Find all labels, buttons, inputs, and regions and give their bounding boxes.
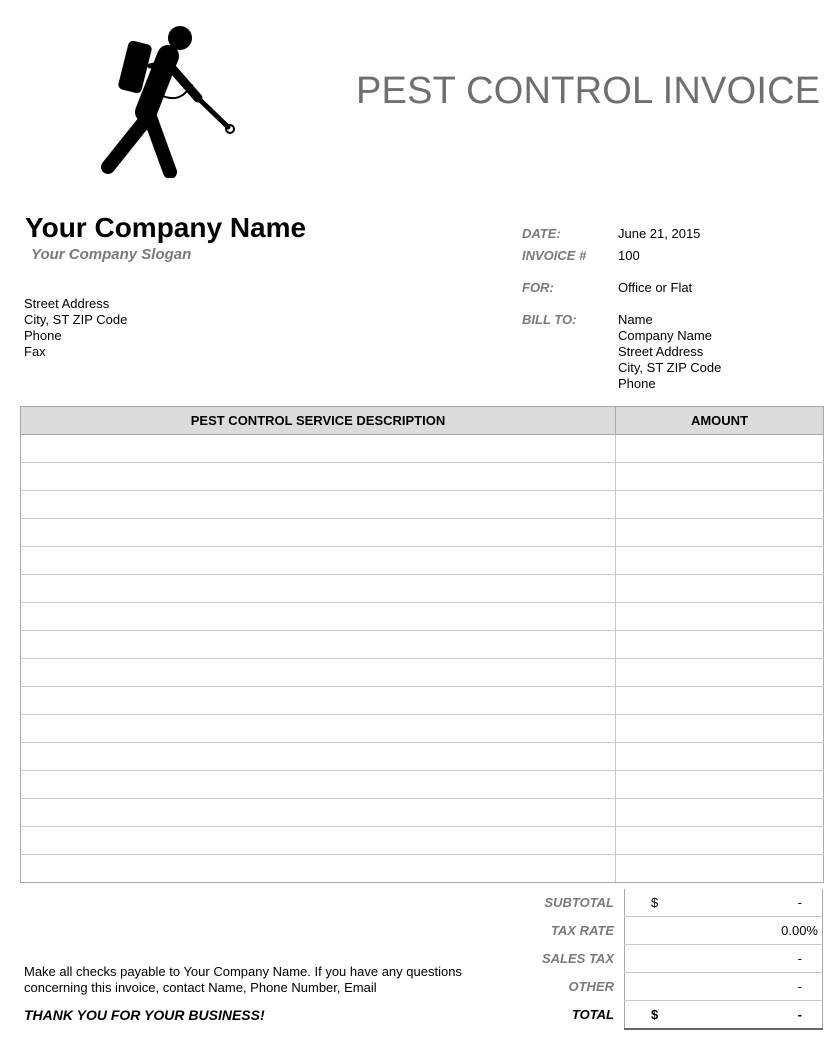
tax-rate-value[interactable]: 0.00% — [675, 917, 823, 945]
amount-cell[interactable] — [616, 799, 824, 827]
description-cell[interactable] — [21, 463, 616, 491]
invoice-title: PEST CONTROL INVOICE — [356, 70, 821, 112]
invoice-number-label: INVOICE # — [522, 248, 587, 263]
sales-tax-currency — [625, 945, 676, 973]
table-row — [21, 743, 824, 771]
amount-cell[interactable] — [616, 575, 824, 603]
subtotal-value[interactable]: - — [675, 889, 823, 917]
invoice-number-value: 100 — [618, 248, 640, 263]
payment-note: Make all checks payable to Your Company Name. If you have any questions concerning this invoice, contact Name, Phone Number, Email — [24, 964, 462, 995]
amount-cell[interactable] — [616, 715, 824, 743]
date-value: June 21, 2015 — [618, 226, 701, 241]
tax-rate-label: TAX RATE — [550, 923, 614, 938]
table-row — [21, 435, 824, 463]
description-cell[interactable] — [21, 575, 616, 603]
description-column-header: PEST CONTROL SERVICE DESCRIPTION — [21, 407, 616, 435]
description-cell[interactable] — [21, 435, 616, 463]
company-address — [24, 296, 127, 360]
address-city: City, ST ZIP Code — [24, 312, 128, 327]
table-row — [21, 771, 824, 799]
amount-cell[interactable] — [616, 771, 824, 799]
description-cell[interactable] — [21, 715, 616, 743]
bill-to-company: Company Name — [618, 328, 712, 343]
pest-sprayer-icon — [98, 22, 238, 178]
amount-cell[interactable] — [616, 463, 824, 491]
bill-to-address — [618, 312, 721, 392]
date-label: DATE: — [522, 226, 561, 241]
bill-to-city: City, ST ZIP Code — [618, 360, 722, 375]
table-row — [21, 855, 824, 883]
description-cell[interactable] — [21, 519, 616, 547]
address-phone: Phone — [24, 328, 62, 343]
table-row — [21, 659, 824, 687]
other-row — [500, 973, 823, 1001]
description-cell[interactable] — [21, 659, 616, 687]
address-fax: Fax — [24, 344, 46, 359]
total-currency: $ — [625, 1001, 676, 1030]
description-cell[interactable] — [21, 827, 616, 855]
for-label: FOR: — [522, 280, 554, 295]
description-cell[interactable] — [21, 771, 616, 799]
amount-cell[interactable] — [616, 855, 824, 883]
table-row — [21, 687, 824, 715]
bill-to-name: Name — [618, 312, 653, 327]
description-cell[interactable] — [21, 799, 616, 827]
description-cell[interactable] — [21, 743, 616, 771]
sales-tax-row — [500, 945, 823, 973]
description-cell[interactable] — [21, 855, 616, 883]
service-table — [20, 406, 824, 883]
description-cell[interactable] — [21, 491, 616, 519]
bill-to-label: BILL TO: — [522, 312, 577, 327]
table-row — [21, 547, 824, 575]
company-slogan: Your Company Slogan — [31, 246, 192, 263]
total-row — [500, 1001, 823, 1030]
other-value[interactable]: - — [675, 973, 823, 1001]
other-label: OTHER — [568, 979, 614, 994]
other-currency — [625, 973, 676, 1001]
subtotal-row — [500, 889, 823, 917]
subtotal-label: SUBTOTAL — [544, 895, 614, 911]
amount-cell[interactable] — [616, 491, 824, 519]
tax-rate-row — [500, 917, 823, 945]
address-street: Street Address — [24, 296, 110, 311]
amount-cell[interactable] — [616, 743, 824, 771]
amount-cell[interactable] — [616, 519, 824, 547]
table-row — [21, 631, 824, 659]
amount-cell[interactable] — [616, 659, 824, 687]
total-value[interactable]: - — [675, 1001, 823, 1030]
table-row — [21, 603, 824, 631]
bill-to-phone: Phone — [618, 376, 656, 391]
description-cell[interactable] — [21, 603, 616, 631]
table-row — [21, 491, 824, 519]
company-name: Your Company Name — [25, 212, 307, 243]
amount-cell[interactable] — [616, 547, 824, 575]
table-header-row — [21, 407, 824, 435]
service-table-body — [21, 435, 824, 883]
description-cell[interactable] — [21, 687, 616, 715]
table-row — [21, 463, 824, 491]
table-row — [21, 799, 824, 827]
amount-cell[interactable] — [616, 631, 824, 659]
description-cell[interactable] — [21, 547, 616, 575]
amount-cell[interactable] — [616, 603, 824, 631]
subtotal-currency: $ — [625, 889, 676, 917]
amount-cell[interactable] — [616, 435, 824, 463]
sales-tax-value[interactable]: - — [675, 945, 823, 973]
amount-cell[interactable] — [616, 827, 824, 855]
for-value: Office or Flat — [618, 280, 693, 295]
total-label: TOTAL — [571, 1007, 614, 1023]
table-row — [21, 519, 824, 547]
tax-rate-currency — [625, 917, 676, 945]
sales-tax-label: SALES TAX — [542, 951, 614, 966]
description-cell[interactable] — [21, 631, 616, 659]
table-row — [21, 827, 824, 855]
table-row — [21, 575, 824, 603]
bill-to-street: Street Address — [618, 344, 704, 359]
amount-cell[interactable] — [616, 687, 824, 715]
thank-you-note: THANK YOU FOR YOUR BUSINESS! — [24, 1007, 265, 1023]
amount-column-header: AMOUNT — [616, 407, 824, 435]
totals-table — [500, 889, 823, 1030]
table-row — [21, 715, 824, 743]
